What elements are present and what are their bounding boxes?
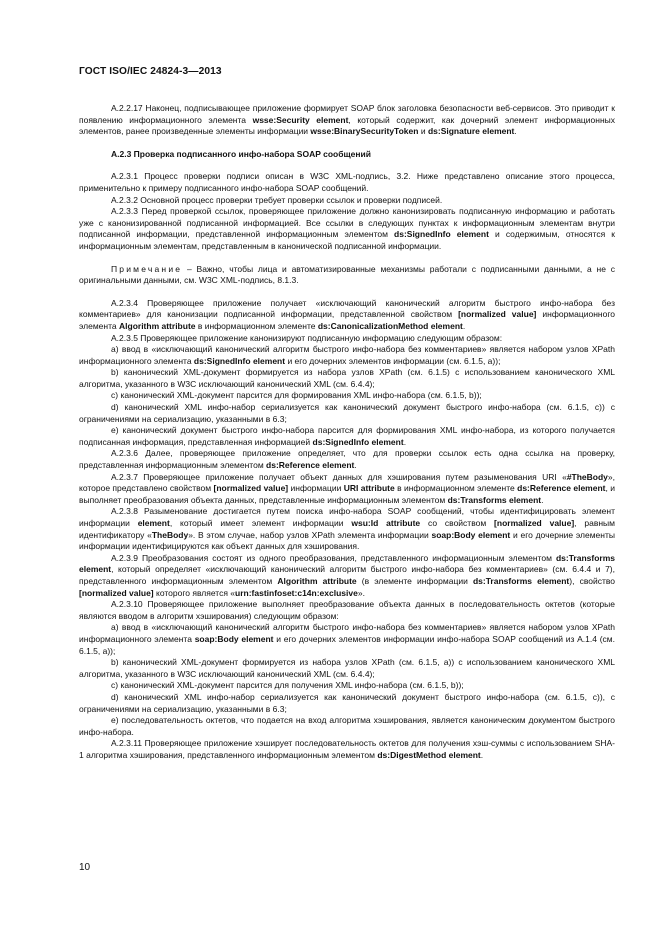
list-item-a235b: b) канонический XML-документ формируется из набора узлов XPath (см. 6.1.5) с использованием канонического XML алгоритма, указанного в W3C исключающий канонический XML (см. 6.4.4); [79, 367, 615, 389]
list-item-a235d: d) канонический XML инфо-набор сериализуется как канонический документ быстрого инфо-набора (см. 6.1.5, с)) с ограничениями на сериализацию, указанными в 6.3; [79, 402, 615, 424]
paragraph-a2310: А.2.3.10 Проверяющее приложение выполняет преобразование объекта данных в последовательность октетов (которые являются вводом в алгоритм хэширования) следующим образом: [79, 599, 615, 621]
paragraph-a235: А.2.3.5 Проверяющее приложение канонизируют подписанную информацию следующим образом: [111, 332, 503, 343]
list-item-a235e: е) канонический документ быстрого инфо-набора парсится для формирования XML инфо-набора, из которого получается подписанная информация, представленная информацией ds:SignedInfo element. [79, 425, 615, 447]
paragraph-a239: А.2.3.9 Преобразования состоят из одного преобразования, представленного информационным элементом ds:Transforms element, который определяет «исключающий канонический алгоритм быстрого инфо-набора без комментариев» (см. 6.4.4 и 7), представленного информационным элементом Algorithm attribute (в элементе информации ds:Transforms element), свойство [normalized value] которого является «urn:fastinfoset:c14n:exclusive». [79, 552, 616, 598]
paragraph-a2217: А.2.2.17 Наконец, подписывающее приложение формирует SOAP блок заголовка безопасности веб-сервисов. Это приводит к появлению информационного элемента wsse:Security element, который содержит, как дочерний элемент информационных элементов, ранее произведенные элементы информации wsse:BinarySecurityToken и ds:Signature element. [79, 103, 616, 137]
page-number: 10 [79, 862, 91, 873]
list-item-a2310e: е) последовательность октетов, что подается на вход алгоритма хэширования, является каноническим документом быстрого инфо-набора. [79, 715, 615, 737]
paragraph-a2311: А.2.3.11 Проверяющее приложение хэширует последовательность октетов для получения хэш-суммы с использованием SHA-1 алгоритма хэширования, представленного информационным элементом ds:DigestMethod element. [79, 738, 615, 760]
paragraph-a236: А.2.3.6 Далее, проверяющее приложение определяет, что для проверки ссылок есть одна ссылка на проверку, представленная информационным элементом ds:Reference element. [79, 448, 615, 471]
list-item-a2310d: d) канонический XML инфо-набор сериализуется как канонический документ быстрого инфо-набора (см. 6.1.5, с)), с ограничениями на сериализацию, указанными в 6.3; [79, 691, 615, 714]
note-paragraph: Примечание – Важно, чтобы лица и автоматизированные механизмы работали с подписанными данными, а не с оригинальными данными, см. W3C XML-подпись, 8.1.3. [79, 263, 615, 286]
paragraph-a231: А.2.3.1 Процесс проверки подписи описан в W3C XML-подпись, 3.2. Ниже представлено описание этого процесса, применительно к примеру подписанного инфо-набора SOAP сообщений. [79, 171, 615, 193]
page-header: ГОСТ ISO/IEC 24824-3—2013 [79, 66, 222, 77]
section-title: А.2.3 Проверка подписанного инфо-набора SOAP сообщений [111, 148, 371, 159]
list-item-a235c: с) канонический XML-документ парсится для формирования XML инфо-набора (см. 6.1.5, b)); [111, 390, 482, 401]
paragraph-a233: А.2.3.3 Перед проверкой ссылок, проверяющее приложение должно канонизировать подписанную информацию и работать уже с канонизированной подписанной информацией. Все ссылки в следующих пунктах к информационным элементам внутри подписанной информации, представленной информационным элементом ds:SignedInfo element и содержимым, относятся к информационным элементам, представленным в канонической подписанной информации. [79, 206, 615, 251]
list-item-a2310c: с) канонический XML-документ парсится для получения XML инфо-набора (см. 6.1.5, b)); [111, 680, 464, 691]
paragraph-a238: А.2.3.8 Разыменование достигается путем поиска инфо-набора SOAP сообщений, чтобы идентифицировать элемент информации element, который имеет элемент информации wsu:Id attribute со свойством [normalized value], равным идентификатору «TheBody». В этом случае, набор узлов XPath элемента информации soap:Body element и его дочерние элементы информации идентифицируются как объект данных для хэширования. [79, 506, 616, 552]
note-label: Примечание [111, 263, 183, 274]
list-item-a2310a: а) ввод в «исключающий канонический алгоритм быстрого инфо-набора без комментариев» является набором узлов XPath информационного элемента soap:Body element и его дочерних элементов информации инфо-набора SOAP сообщений из А.1.4 (см. 6.1.5, а)); [79, 622, 616, 656]
document-body [79, 103, 615, 761]
list-item-a235a: а) ввод в «исключающий канонический алгоритм быстрого инфо-набора без комментариев» является набором узлов XPath информационного элемента ds:SignedInfo element и его дочерних элементов информации (см. 6.1.5, а)); [79, 344, 615, 366]
paragraph-a234: А.2.3.4 Проверяющее приложение получает «исключающий канонический алгоритм быстрого инфо-набора без комментариев» для канонизации подписанной информации, представленной свойством [normalized value] информационного элемента Algorithm attribute в информационном элементе ds:CanonicalizationMethod element. [79, 297, 615, 331]
list-item-a2310b: b) канонический XML-документ формируется из набора узлов XPath (см. 6.1.5, а)) с использованием канонического XML алгоритма, указанного в W3C исключающий канонический XML (см. 6.4.4); [79, 657, 615, 679]
paragraph-a232: А.2.3.2 Основной процесс проверки требует проверки ссылок и проверки подписей. [111, 194, 443, 205]
paragraph-a237: А.2.3.7 Проверяющее приложение получает объект данных для хэширования путем разыменования URI «#TheBody», которое представлено свойством [normalized value] информации URI attribute в информационном элементе ds:Reference element, и выполняет преобразования объекта данных, представленные информационным элементом ds:Transforms element. [79, 471, 615, 505]
